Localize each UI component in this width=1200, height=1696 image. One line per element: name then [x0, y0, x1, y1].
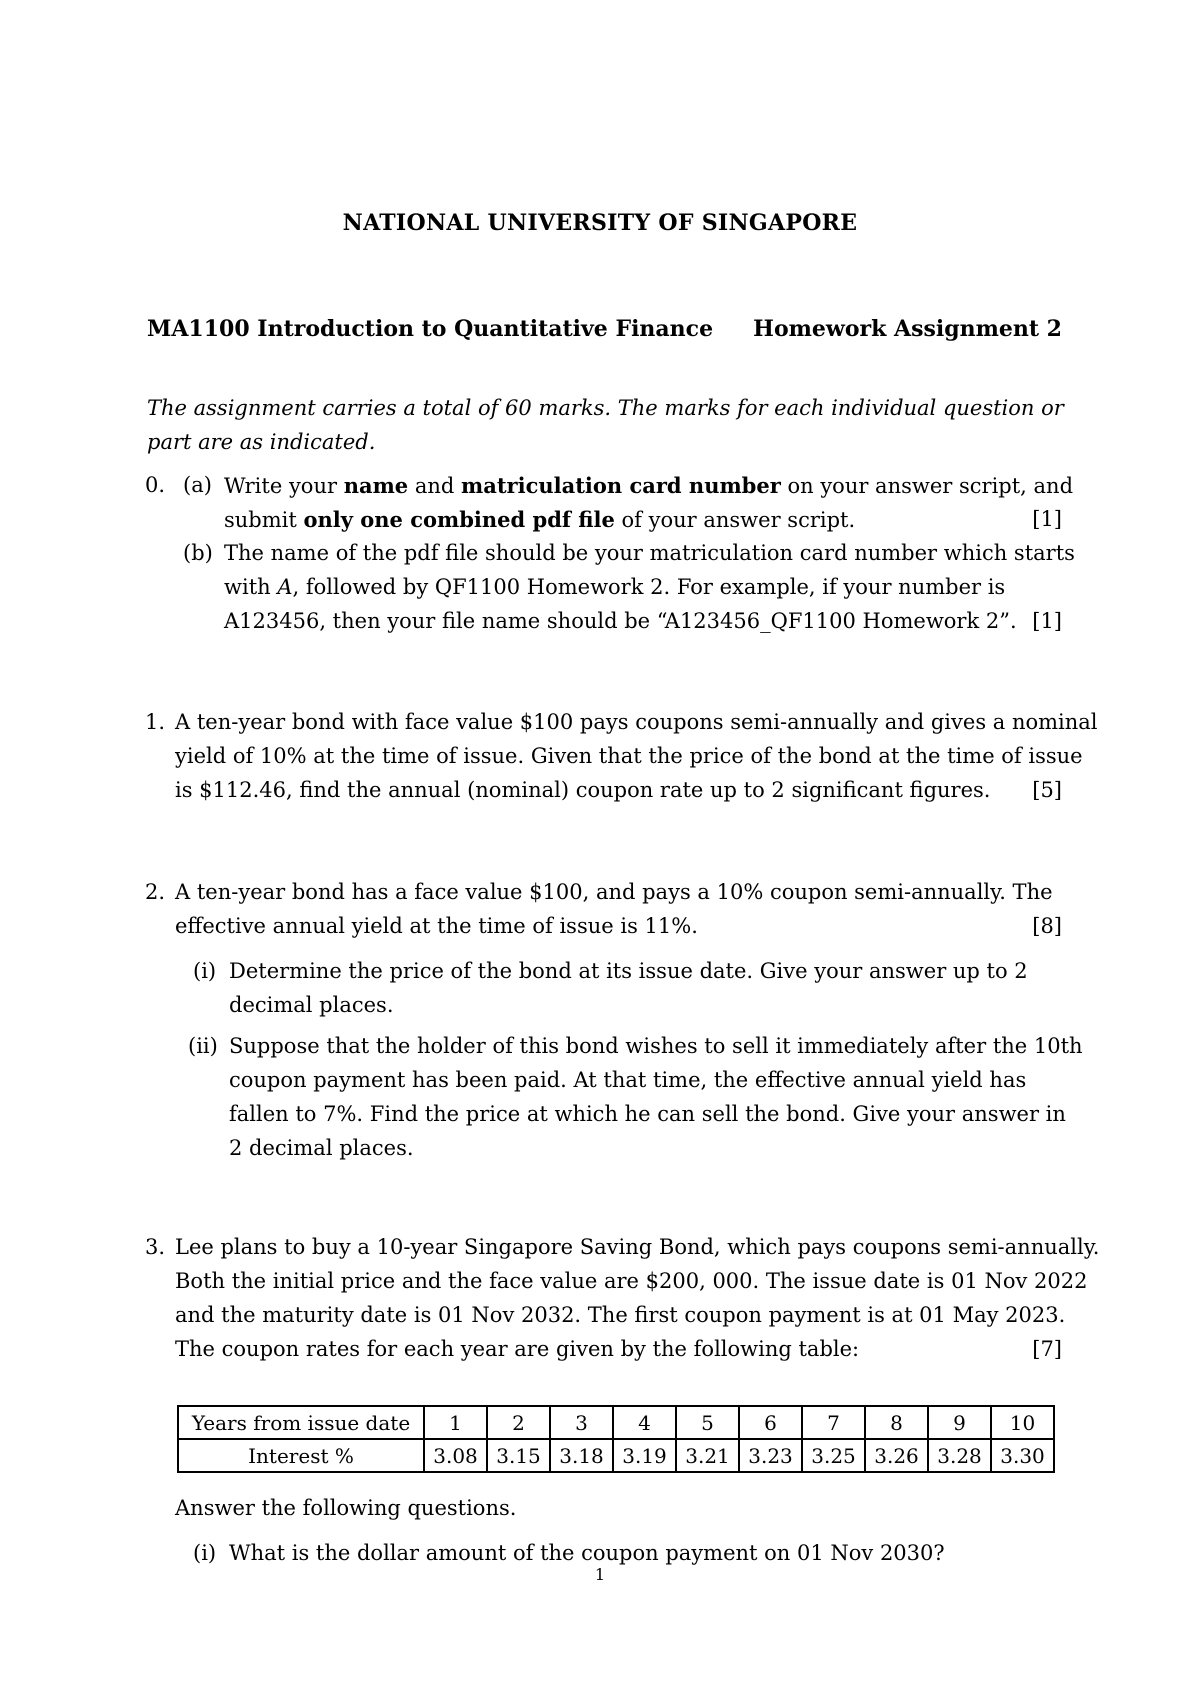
q0-number: 0.	[145, 473, 166, 497]
page-number: 1	[594, 1565, 606, 1584]
table-cell: 5	[676, 1406, 739, 1439]
table-cell: 3.18	[550, 1439, 613, 1472]
q1-line-1: A ten-year bond with face value $100 pays coupons semi-annually and gives a nominal	[175, 710, 1098, 734]
intro-line-2: part are as indicated.	[147, 430, 376, 454]
table-cell: 8	[865, 1406, 928, 1439]
table-row	[178, 1439, 1054, 1472]
table-cell: 2	[487, 1406, 550, 1439]
q3-line-4: The coupon rates for each year are given by the following table:	[175, 1337, 860, 1361]
q0a-label: (a)	[183, 473, 212, 497]
table-cell: 3.30	[991, 1439, 1054, 1472]
table-cell: 10	[991, 1406, 1054, 1439]
table-cell: 3.21	[676, 1439, 739, 1472]
q0a-mark: [1]	[1032, 507, 1062, 531]
table-row	[178, 1406, 1054, 1439]
university-title: NATIONAL UNIVERSITY OF SINGAPORE	[342, 210, 858, 236]
q2i-line-1: Determine the price of the bond at its issue date. Give your answer up to 2	[229, 959, 1028, 983]
table-cell: 3.26	[865, 1439, 928, 1472]
q2i-line-2: decimal places.	[229, 993, 394, 1017]
q2-line-1: A ten-year bond has a face value $100, and pays a 10% coupon semi-annually. The	[175, 880, 1053, 904]
table-header-cell: Interest %	[178, 1439, 424, 1472]
q1-line-3: is $112.46, find the annual (nominal) coupon rate up to 2 significant figures.	[175, 778, 991, 802]
table-header-cell: Years from issue date	[178, 1406, 424, 1439]
intro-line-1: The assignment carries a total of 60 marks. The marks for each individual question or	[147, 396, 1064, 420]
table-cell: 3.08	[424, 1439, 487, 1472]
table-cell: 3	[550, 1406, 613, 1439]
q0b-line-2: with A, followed by QF1100 Homework 2. For example, if your number is	[224, 575, 1006, 599]
q3-answer-prompt: Answer the following questions.	[175, 1496, 517, 1520]
q0a-line-2: submit only one combined pdf file of your answer script.	[224, 507, 856, 532]
q2ii-line-3: fallen to 7%. Find the price at which he can sell the bond. Give your answer in	[229, 1102, 1066, 1126]
table-cell: 7	[802, 1406, 865, 1439]
q2ii-label: (ii)	[188, 1034, 218, 1058]
q2-mark: [8]	[1032, 914, 1062, 938]
table-cell: 3.28	[928, 1439, 991, 1472]
q3i-label: (i)	[193, 1541, 217, 1565]
q2ii-line-4: 2 decimal places.	[229, 1136, 414, 1160]
q0a-line-1: Write your name and matriculation card number on your answer script, and	[224, 473, 1074, 498]
q1-mark: [5]	[1032, 778, 1062, 802]
q3-line-3: and the maturity date is 01 Nov 2032. The first coupon payment is at 01 May 2023.	[175, 1303, 1066, 1327]
table-cell: 9	[928, 1406, 991, 1439]
q0b-line-3: A123456, then your file name should be “A123456_QF1100 Homework 2”.	[224, 609, 1017, 633]
q3-line-2: Both the initial price and the face value are $200, 000. The issue date is 01 Nov 2022	[175, 1269, 1088, 1293]
q0b-line-1: The name of the pdf file should be your matriculation card number which starts	[224, 541, 1075, 565]
q3-line-1: Lee plans to buy a 10-year Singapore Saving Bond, which pays coupons semi-annually.	[175, 1235, 1100, 1259]
table-cell: 4	[613, 1406, 676, 1439]
q0b-mark: [1]	[1032, 609, 1062, 633]
q0b-label: (b)	[183, 541, 213, 565]
table-cell: 6	[739, 1406, 802, 1439]
table-cell: 3.19	[613, 1439, 676, 1472]
q2i-label: (i)	[193, 959, 217, 983]
table-cell: 3.23	[739, 1439, 802, 1472]
q2ii-line-1: Suppose that the holder of this bond wishes to sell it immediately after the 10th	[229, 1034, 1083, 1058]
assignment-title: Homework Assignment 2	[753, 316, 1062, 342]
table-cell: 1	[424, 1406, 487, 1439]
q1-line-2: yield of 10% at the time of issue. Given that the price of the bond at the time of issue	[175, 744, 1083, 768]
q3-number: 3.	[145, 1235, 166, 1259]
q3-mark: [7]	[1032, 1337, 1062, 1361]
table-cell: 3.15	[487, 1439, 550, 1472]
q2-line-2: effective annual yield at the time of issue is 11%.	[175, 914, 698, 938]
course-title: MA1100 Introduction to Quantitative Finance	[147, 316, 714, 342]
q3i-text: What is the dollar amount of the coupon payment on 01 Nov 2030?	[229, 1541, 945, 1565]
coupon-rate-table	[177, 1405, 1055, 1473]
q1-number: 1.	[145, 710, 166, 734]
q2-number: 2.	[145, 880, 166, 904]
table-cell: 3.25	[802, 1439, 865, 1472]
q2ii-line-2: coupon payment has been paid. At that time, the effective annual yield has	[229, 1068, 1027, 1092]
